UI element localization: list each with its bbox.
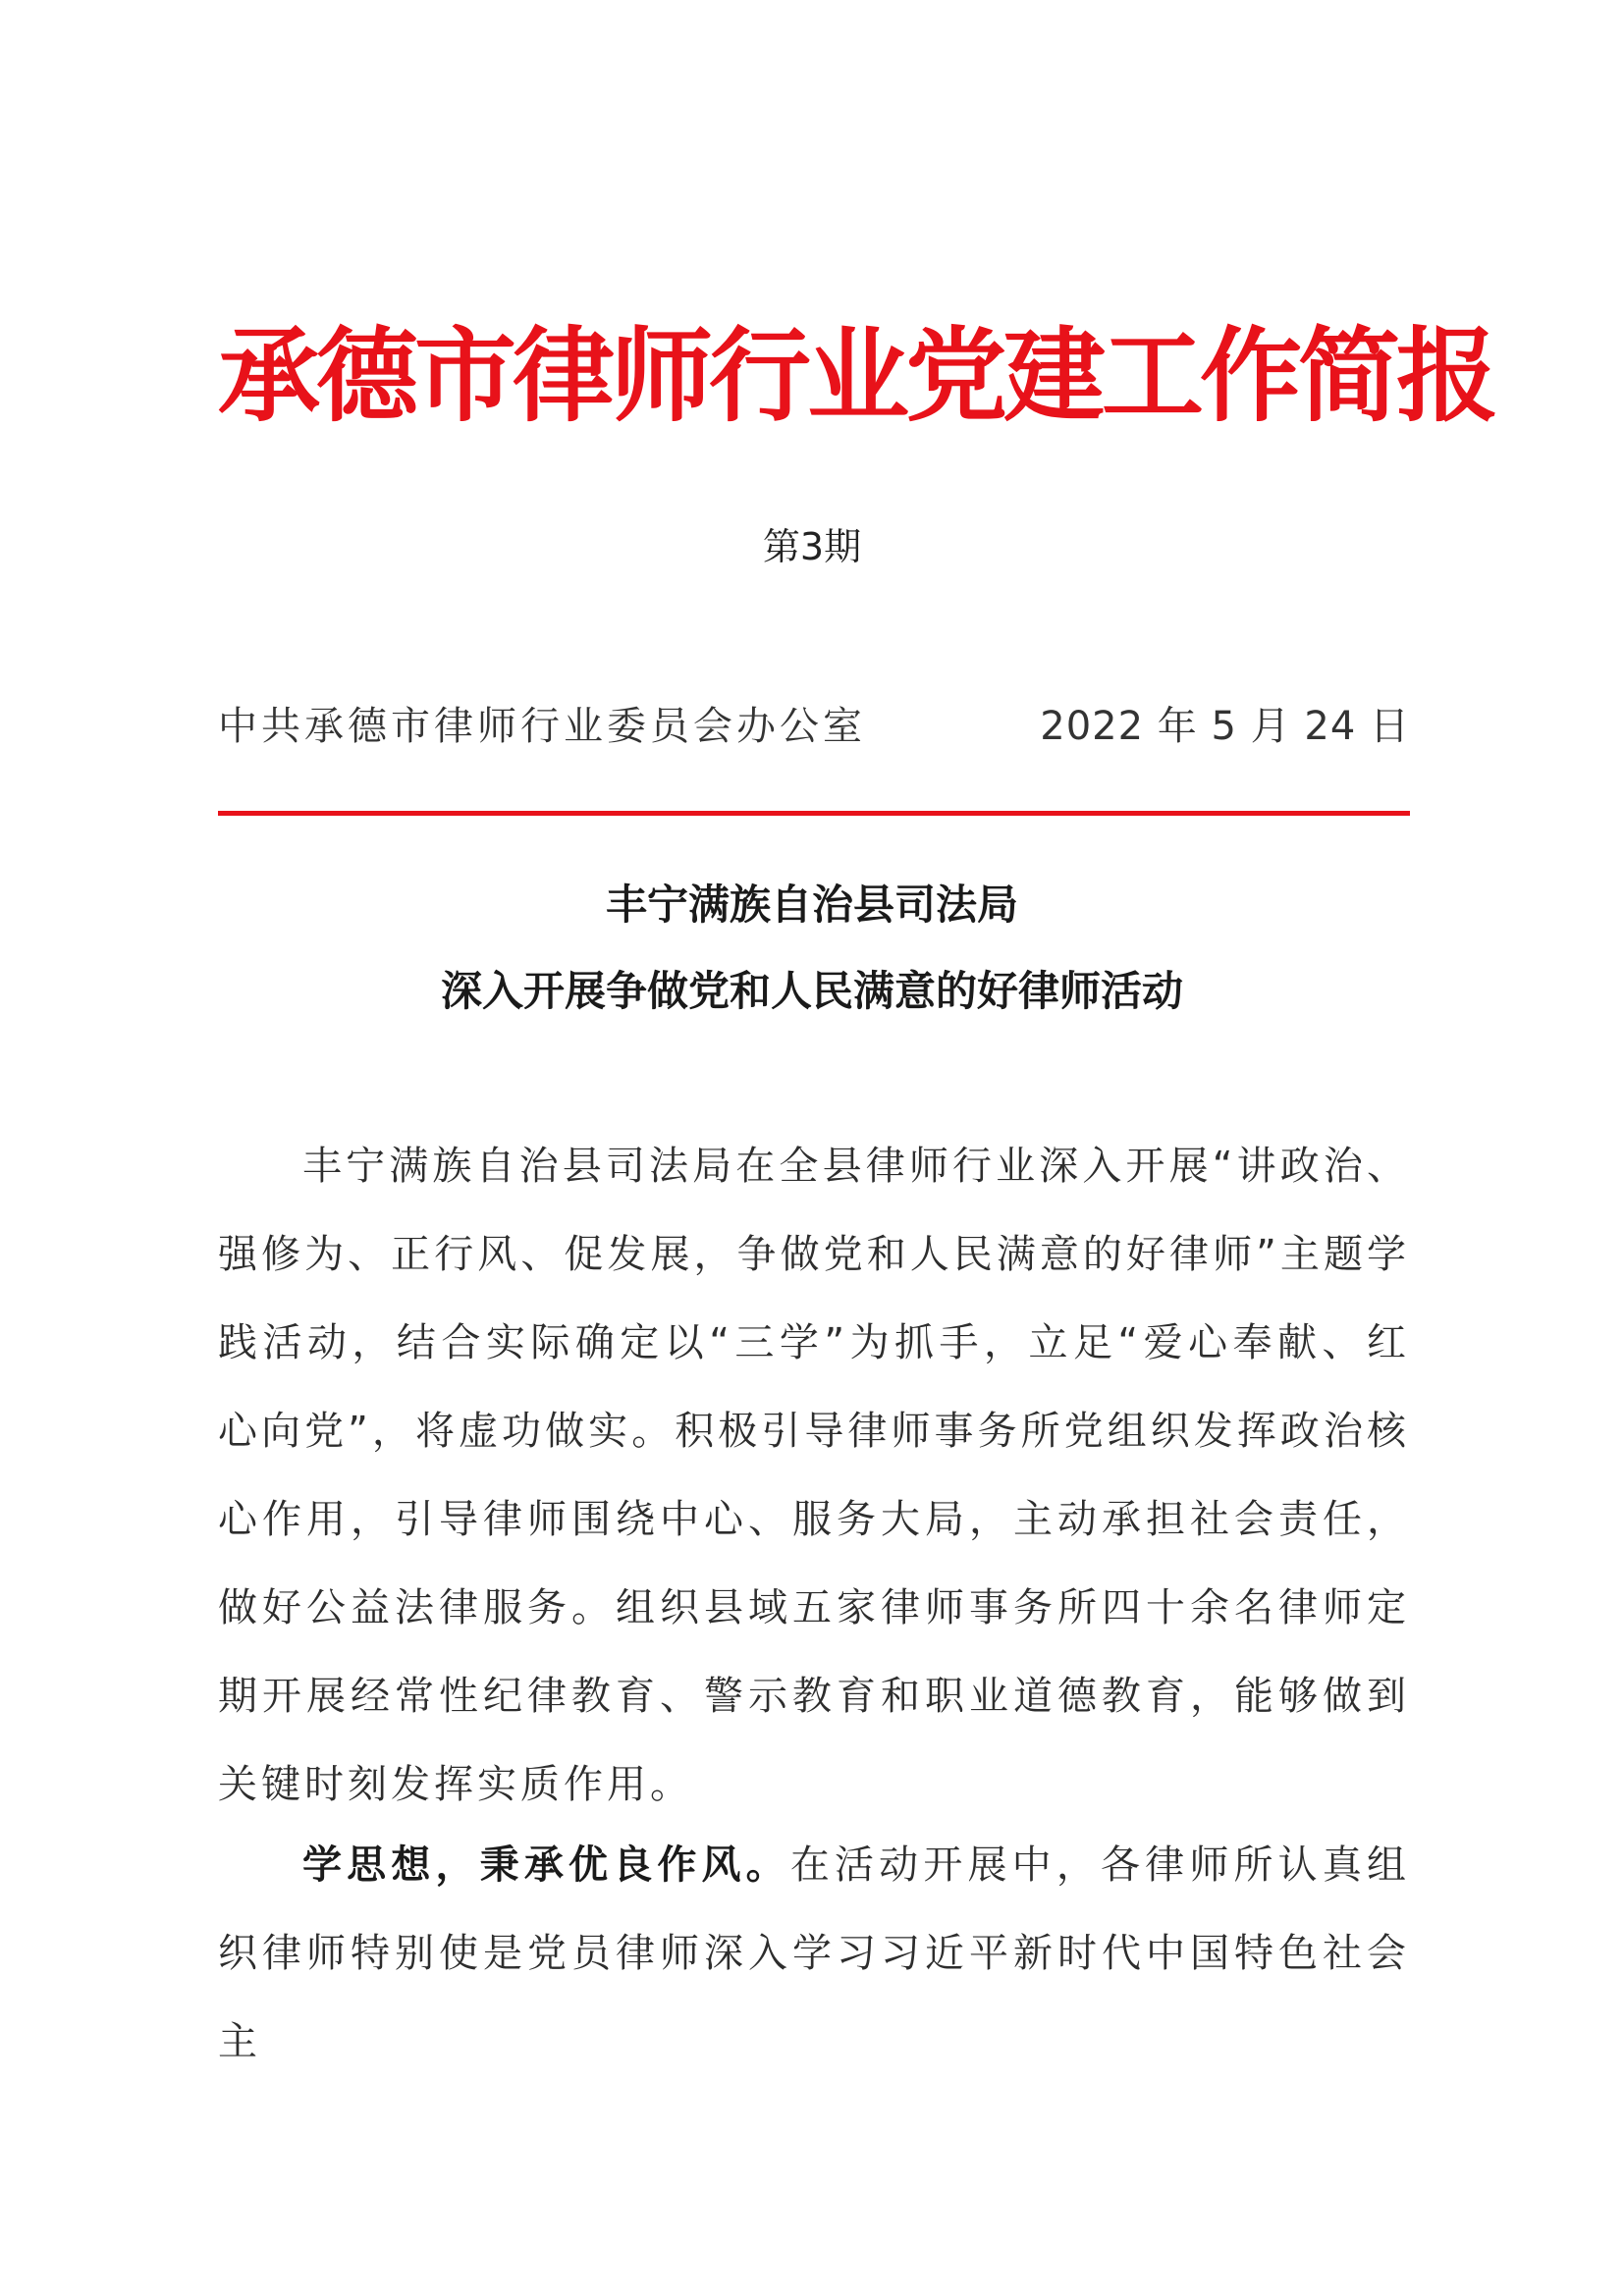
issuer-name: 中共承德市律师行业委员会办公室 [218, 704, 866, 749]
paragraph-2-lead: 学思想，秉承优良作风。 [302, 1842, 790, 1888]
article-paragraph-2 [218, 1821, 1410, 2086]
article-title-line-1: 丰宁满族自治县司法局 [605, 881, 1018, 929]
issue-number: 第3期 [762, 525, 862, 568]
red-divider-rule [218, 811, 1410, 816]
article-paragraph-1: 丰宁满族自治县司法局在全县律师行业深入开展“讲政治、强修为、正行风、促发展，争做党和人民满意的好律师”主题学践活动，结合实际确定以“三学”为抓手，立足“爱心奉献、红心向党”，将虚功做实。积极引导律师事务所党组织发挥政治核心作用，引导律师围绕中心、服务大局，主动承担社会责任，做好公益法律服务。组织县域五家律师事务所四十余名律师定期开展经常性纪律教育、警示教育和职业道德教育，能够做到关键时刻发挥实质作用。 [218, 1144, 1410, 1807]
masthead-title: 承德市律师行业党建工作简报 [218, 315, 1495, 436]
issuer-row [218, 699, 1410, 754]
paragraph-2-body: 在活动开展中，各律师所认真组织律师特别使是党员律师深入学习习近平新时代中国特色社会主 [218, 1842, 1411, 2064]
issue-date: 2022 年 5 月 24 日 [1040, 704, 1410, 749]
article-title-line-2: 深入开展争做党和人民满意的好律师活动 [440, 967, 1183, 1015]
